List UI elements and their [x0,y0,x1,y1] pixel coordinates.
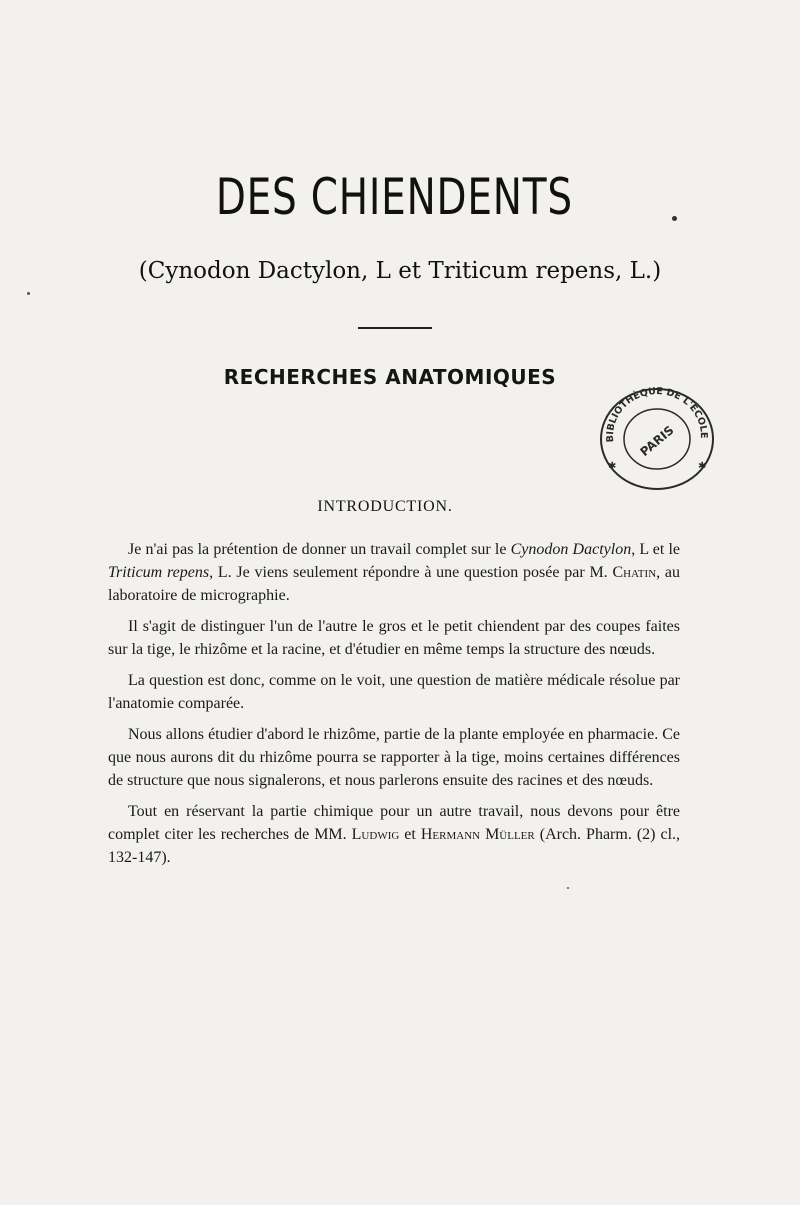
body-text [108,538,680,877]
paragraph-5: Tout en réservant la partie chimique pour un autre travail, nous devons pour être complet citer les recherches de MM. Ludwig et Hermann Müller (Arch. Pharm. (2) cl., 132-147). [108,803,681,866]
paper-speck [27,292,30,295]
species-name: Cynodon Dactylon [510,541,632,558]
page-title: DES CHIENDENTS [215,168,573,226]
paragraph-1: Je n'ai pas la prétention de donner un travail complet sur le Cynodon Dactylon, L et le Triticum repens, L. Je viens seulement répondre à une question posée par M. Chatin, au laboratoire de micrographie. [108,541,681,604]
author-name: Ludwig [351,826,400,843]
svg-text:✱: ✱ [608,461,617,472]
library-stamp-graphic [598,383,716,491]
section-heading: RECHERCHES ANATOMIQUES [223,365,557,389]
svg-text:✱: ✱ [698,461,707,472]
page-subtitle: (Cynodon Dactylon, L et Triticum repens, L.) [138,258,662,284]
library-stamp [598,383,716,491]
title-rule [358,327,432,329]
introduction-heading: INTRODUCTION. [317,498,453,515]
author-name: Hermann Müller [420,826,535,843]
author-name: Chatin [612,564,657,581]
paragraph-2: Il s'agit de distinguer l'un de l'autre le gros et le petit chiendent par des coupes faites sur la tige, le rhizôme et la racine, et d'étudier en même temps la structure des nœuds. [108,618,680,658]
paper-speck [567,887,569,889]
species-name: Triticum repens [108,564,210,581]
stamp-outer-text: BIBLIOTHÈQUE DE L'ÉCOLE [604,385,710,443]
paragraph-3: La question est donc, comme on le voit, une question de matière médicale résolue par l'anatomie comparée. [108,672,680,712]
paragraph-4: Nous allons étudier d'abord le rhizôme, partie de la plante employée en pharmacie. Ce que nous aurons dit du rhizôme pourra se rapporter à la tige, moins certaines différences de structure que nous signalerons, et nous parlerons ensuite des racines et des nœuds. [108,726,680,789]
title-dot [672,216,677,221]
stamp-center-text: PARIS [637,422,677,460]
